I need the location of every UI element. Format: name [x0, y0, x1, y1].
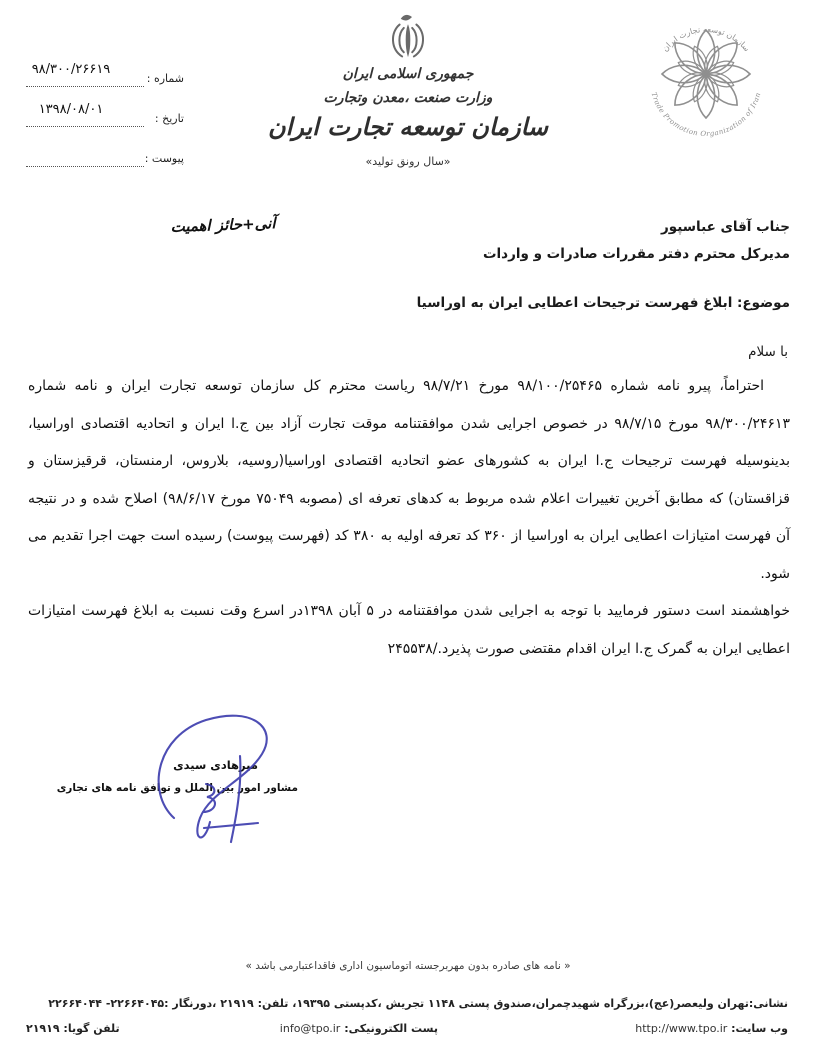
letterhead-center: [258, 12, 558, 168]
letter-body: [28, 368, 790, 668]
letter-attachment-label: پیوست :: [144, 152, 184, 165]
signature-block: [56, 700, 328, 850]
ministry-name: وزارت صنعت ،معدن وتجارت: [323, 90, 493, 106]
tpo-logo-en-arc-text: Trade Promotion Organization of Iran: [649, 91, 763, 139]
svg-text:Trade Promotion Organization o: [650, 91, 763, 138]
letter-number-label: شماره :: [146, 72, 184, 85]
email-address: info@tpo.ir: [279, 1022, 341, 1035]
letter-date-dotted-line: [26, 126, 144, 127]
svg-text:سازمان توسعه تجارت ایران: [661, 25, 752, 54]
letter-attachment-dotted-line: [26, 166, 144, 167]
year-slogan: «سال رونق تولید»: [365, 155, 451, 168]
letter-date-value: ۱۳۹۸/۰۸/۰۱: [38, 102, 104, 117]
footer-address: نشانی:تهران ولیعصر(عج)،بزرگراه شهیدچمران،صندوق پستی ۱۱۴۸ تجریش ،کدپستی ۱۹۳۹۵، تلفن: ۲۱۹۱۹ ،دورنگار :۲۲۶۶۴۰۴۵- ۲۲۶۶۴۰۴۴: [48, 997, 788, 1010]
letter-date-label: تاریخ :: [154, 112, 184, 125]
recipient-title: مدیرکل محترم دفتر مقررات صادرات و واردات: [482, 246, 790, 262]
handwritten-priority-note: آنی+حائز اهمیت: [170, 214, 276, 236]
phone-number: ۲۱۹۱۹: [26, 1022, 60, 1035]
letter-number-value: ۹۸/۳۰۰/۲۶۶۱۹: [31, 62, 111, 77]
recipient-name: جناب آقای عباسپور: [660, 219, 790, 235]
body-paragraph-2: خواهشمند است دستور فرمایید با توجه به اجرایی شدن موافقتنامه در ۵ آبان ۱۳۹۸در اسرع وقت نسبت به ابلاغ فهرست امتیازات اعطایی ایران به گمرک ج.ا ایران اقدام مقتضی صورت پذیرد./۲۴۵۵۳۸: [28, 603, 790, 657]
letter-attachment-row: [8, 138, 188, 178]
letter-number-row: [8, 58, 188, 98]
tpo-logo-fa-arc-text: سازمان توسعه تجارت ایران: [660, 24, 752, 54]
footer-disclaimer: « نامه های صادره بدون مهربرجسته اتوماسیون اداری فاقداعتبارمی باشد »: [245, 960, 571, 972]
body-paragraph-1: احتراماً، پیرو نامه شماره ۹۸/۱۰۰/۲۵۴۶۵ مورخ ۹۸/۷/۲۱ ریاست محترم کل سازمان توسعه تجارت ایران و نامه شماره ۹۸/۳۰۰/۲۴۶۱۳ مورخ ۹۸/۷/۱۵ در خصوص اجرایی شدن موافقتنامه موقت تجارت آزاد بین ج.ا ایران و اتحادیه اقتصادی اوراسیا، بدینوسیله فهرست ترجیحات ج.ا ایران به کشورهای عضو اتحادیه اقتصادی اوراسیا(روسیه، بلاروس، ارمنستان، قرقیزستان و قزاقستان) که مطابق آخرین تغییرات اعلام شده مربوط به کدهای تعرفه ای (مصوبه ۷۵۰۴۹ مورخ ۹۸/۶/۱۷) اصلاح شده و در نتیجه آن فهرست امتیازات اعطایی ایران به اوراسیا از ۳۶۰ کد تعرفه اولیه به ۳۸۰ کد (فهرست پیوست) رسیده است جهت اجرا تقدیم می شود.: [28, 378, 790, 582]
footer-phone: [26, 1022, 120, 1035]
footer-email: [280, 1022, 438, 1035]
iran-emblem-icon: [382, 12, 434, 64]
tpo-logo-icon: [628, 8, 784, 148]
phone-label: تلفن گویا:: [63, 1022, 120, 1035]
recipient-block: [30, 214, 790, 268]
website-label: وب سایت:: [731, 1022, 788, 1035]
signer-title: مشاور امور بین الملل و توافق نامه های تجاری: [56, 782, 298, 794]
letter-date-row: [8, 98, 188, 138]
letterhead-fields: [8, 58, 188, 178]
salutation: با سلام: [748, 344, 788, 360]
organization-name: سازمان توسعه تجارت ایران: [267, 112, 549, 141]
footer-contact-row: [24, 1022, 788, 1044]
footer-website: [635, 1022, 788, 1035]
subject-line: موضوع: ابلاغ فهرست ترجیحات اعطایی ایران به اوراسیا: [416, 295, 790, 311]
country-name: جمهوری اسلامی ایران: [342, 66, 474, 82]
letter-number-dotted-line: [26, 86, 144, 87]
website-url: http://www.tpo.ir: [635, 1022, 728, 1035]
email-label: پست الکترونیکی:: [344, 1022, 438, 1035]
signer-name: میرهادی سیدی: [173, 758, 258, 772]
handwritten-signature-icon: [88, 700, 328, 850]
